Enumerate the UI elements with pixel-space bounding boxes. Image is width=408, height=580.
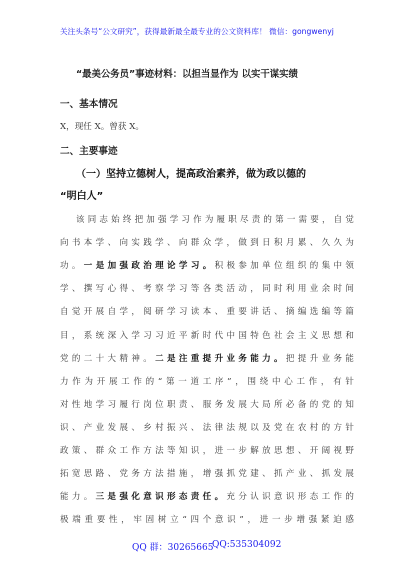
- body-line-text: 党的二十大精神。: [60, 353, 156, 364]
- body-line: [60, 444, 354, 456]
- body-line-text: 能力。: [60, 492, 96, 503]
- body-line-text: 力作为开展工作的“第一道工序”，围绕中心工作，有针: [60, 376, 354, 387]
- body-line: [60, 398, 354, 410]
- body-line: [60, 375, 354, 387]
- body-line-text: 该同志始终把加强学习作为履职尽责的第一需要，自觉: [76, 215, 354, 225]
- body-line-text: 自觉开展自学，阅研学习读本、重要讲话、摘编选编等篇: [60, 307, 354, 318]
- body-line-text: 对性地学习履行岗位职责、服务发展大局所必备的党的知: [60, 399, 354, 410]
- body-line-text: 功。: [60, 261, 84, 272]
- body-line-text: 拓宽思路、党务方法措施，增强抓党建、抓产业、抓发展: [60, 469, 354, 480]
- body-line-text: 向书本学、向实践学、向群众学，做到日积月累、久久为: [60, 238, 354, 249]
- section2-heading: 二、主要事迹: [60, 146, 118, 157]
- subheading-line-1: （一）坚持立德树人，提高政治素养，做为政以德的: [76, 169, 306, 180]
- section1-text: X，现任 X。曾获 X。: [60, 122, 144, 132]
- section1-heading: 一、基本情况: [60, 99, 118, 110]
- body-line-text: 极端重要性，牢固树立“四个意识”，进一步增强紧迫感: [60, 515, 354, 526]
- subheading-line-2: “明白人”: [60, 191, 104, 202]
- footer-qq-group: QQ 群：30265665: [132, 543, 214, 553]
- body-line-text: 政策、群众工作方法等知识，进一步解放思想、开阔视野: [60, 446, 354, 456]
- body-line: [60, 282, 354, 294]
- body-line: [60, 352, 354, 364]
- body-line: [60, 513, 354, 525]
- body-line-continuation: 充分认识意识形态工作的: [226, 492, 354, 503]
- footer-qq-number: QQ:535304092: [212, 540, 282, 550]
- body-line-emphasis: 三是强化意识形态责任。: [95, 492, 227, 503]
- document-title: “最美公务员”事迹材料：以担当显作为 以实干谋实绩: [76, 69, 298, 80]
- header-watermark: 关注头条号“公文研究”，获得最新最全最专业的公文资料库！ 微信：gongwenyj: [60, 27, 334, 36]
- body-line: [60, 236, 354, 248]
- body-line-text: 识、产业发展、乡村振兴、法律法规以及党在农村的方针: [60, 422, 354, 433]
- body-line-emphasis: 一是加强政治理论学习。: [83, 261, 215, 272]
- body-line: [60, 329, 354, 341]
- body-line: [60, 467, 354, 479]
- body-line-text: 学、撰写心得、考察学习等各类活动，同时利用业余时间: [60, 284, 354, 295]
- body-line: [76, 213, 354, 225]
- body-line: [60, 259, 354, 271]
- body-line: [60, 421, 354, 433]
- body-line: [60, 490, 354, 502]
- body-line-continuation: 把提升业务能: [285, 353, 354, 364]
- body-line: [60, 305, 354, 317]
- body-line-continuation: 积极参加单位组织的集中领: [214, 261, 354, 272]
- body-line-emphasis: 二是注重提升业务能力。: [155, 353, 286, 364]
- body-line-text: 目，系统深入学习习近平新时代中国特色社会主义思想和: [60, 330, 354, 341]
